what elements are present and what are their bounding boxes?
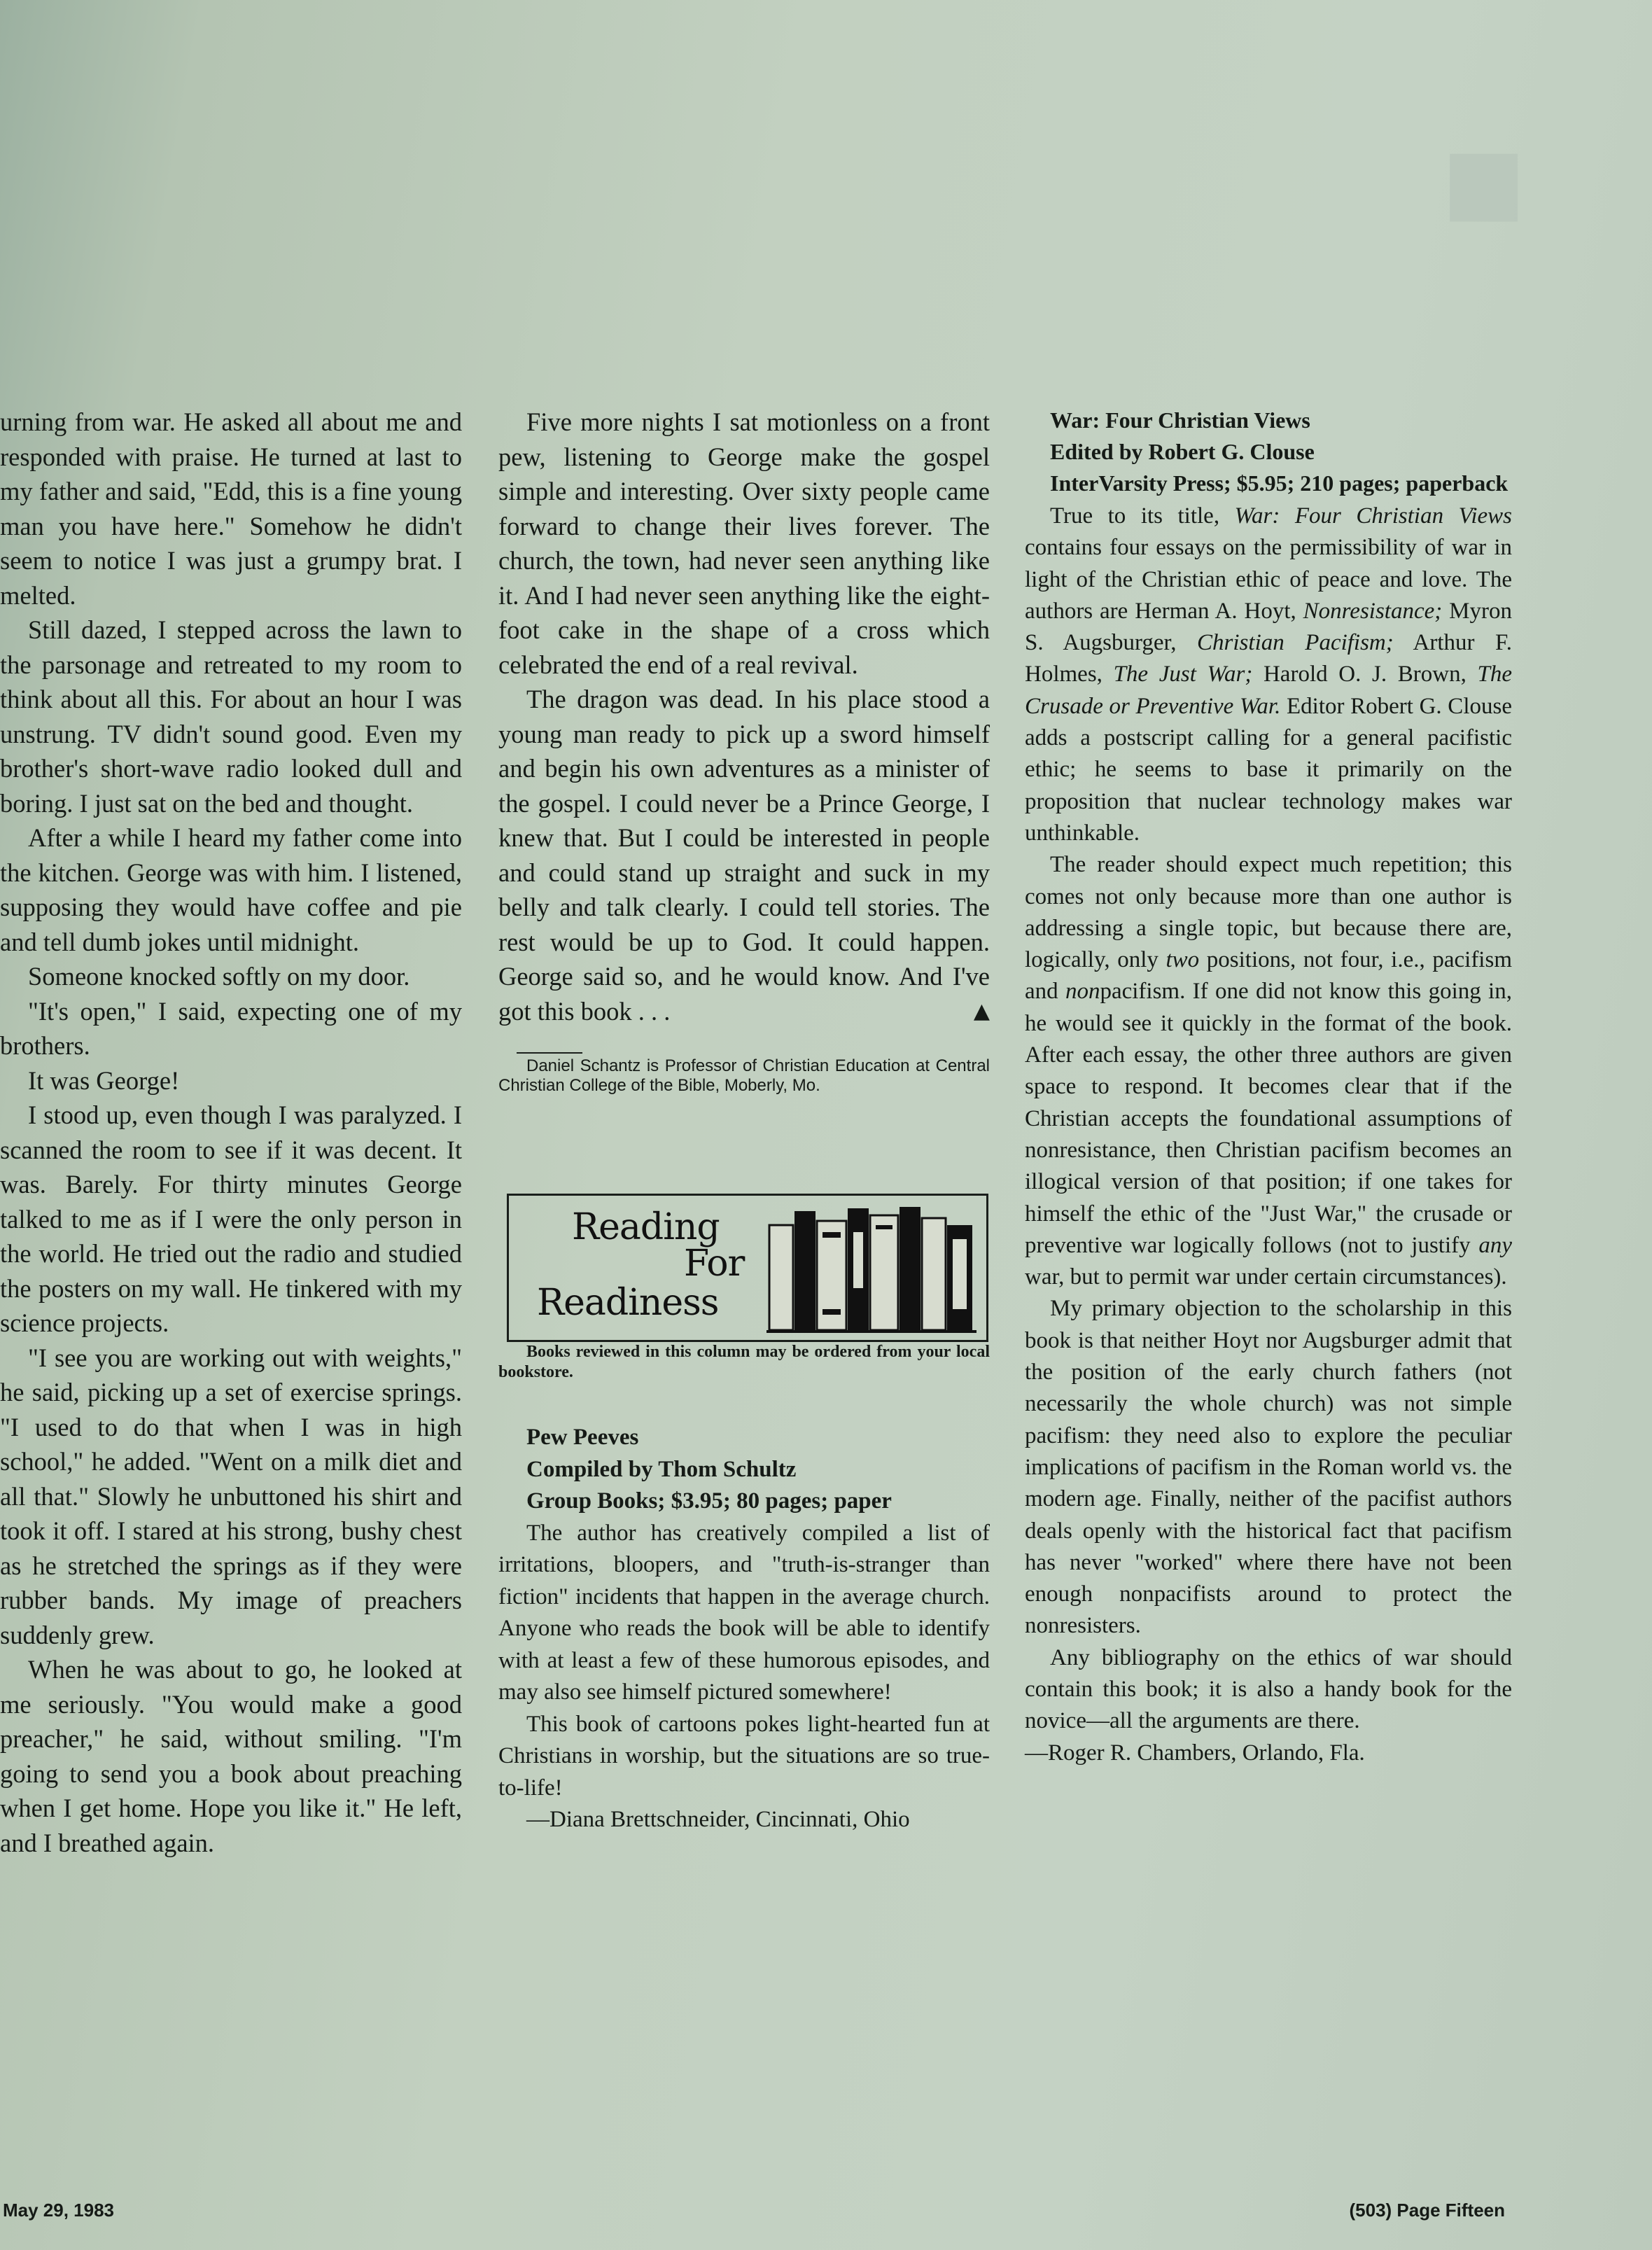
essay-title: The Just War; <box>1113 662 1253 687</box>
review-paragraph: This book of cartoons pokes light-hearted fun at Christians in worship, but the situations are so true-to-life! <box>498 1711 990 1801</box>
review-header <box>1025 405 1512 499</box>
essay-title: The Crusade or Preventive War. <box>1025 662 1512 719</box>
issue-date: May 29, 1983 <box>3 2200 115 2221</box>
article-column-3 <box>1025 405 1512 1769</box>
author-bio: Daniel Schantz is Professor of Christian Education at Central Christian College of the Bible, Moberly, Mo. <box>498 1056 990 1095</box>
books-icon <box>766 1204 976 1336</box>
text: Harold O. J. Brown, <box>1252 662 1478 687</box>
review-signature: —Roger R. Chambers, Orlando, Fla. <box>1025 1740 1365 1766</box>
text: Myron S. Augsburger, <box>1025 598 1512 656</box>
paragraph: Still dazed, I stepped across the lawn to the parsonage and retreated to my room to think about all this. For about an hour I was unstrung. TV didn't sound good. Even my brother's short-wave radio looked dull and boring. I just sat on the bed and thought. <box>0 615 462 818</box>
article-column-2 <box>498 405 990 1836</box>
essay-title: Christian Pacifism; <box>1197 630 1394 656</box>
paragraph-text: The dragon was dead. In his place stood a young man ready to pick up a sword himself and begin his own adventures as a minister of the gospel. I could never be a Prince George, I knew that. But I could be interested in people and could stand up straight and suck in my belly and talk clearly. I could tell stories. The rest would be up to God. It could happen. George said so, and he would know. And I've got this book . . . <box>498 685 990 1026</box>
review-paragraph: My primary objection to the scholarship in this book is that neither Hoyt nor Augsburger admit that the position of the early church fathers (not necessarily the whole church) was not simple pacifism: they need also to explore the peculiar implications of pacifism in the Roman world vs. the modern age. Finally, neither of the pacifist authors deals openly with the historical fact that pacifism has never "worked" where there have not been enough nonpacifists around to protect the nonresisters. <box>1025 1296 1512 1639</box>
essay-title: Nonresistance; <box>1303 598 1443 624</box>
review-title: Pew Peeves <box>526 1425 639 1450</box>
paragraph: When he was about to go, he looked at me seriously. "You would make a good preacher," he said, without smiling. "I'm going to send you a book about preaching when I get home. Hope you like it." He left, and I breathed again. <box>0 1655 462 1857</box>
emphasis: two <box>1166 947 1200 973</box>
review-pew-peeves <box>498 1422 990 1836</box>
review-paragraph <box>1025 501 1512 849</box>
paragraph: "It's open," I said, expecting one of my brothers. <box>0 996 462 1060</box>
end-of-article-mark-icon: ▲ <box>973 998 990 1023</box>
text: pacifism. If one did not know this going in, he would see it quickly in the format of the book. After each essay, the other three authors are given space to respond. It becomes clear that if the Christian accepts the foundational assumptions of nonresistance, then Christian pacifism becomes an illogical version of that position; if one takes for himself the ethic of the "Just War," the crusade or preventive war logically follows (not to justify <box>1025 979 1512 1258</box>
text: The reader should expect much repetition; this comes not only because more than one author is addressing a single topic, but because there are, logically, only <box>1025 852 1512 973</box>
review-title: War: Four Christian Views <box>1050 407 1310 433</box>
paragraph: It was George! <box>28 1065 180 1095</box>
text: True to its title, <box>1050 503 1235 529</box>
review-editor: Edited by Robert G. Clouse <box>1050 439 1315 464</box>
paragraph: "I see you are working out with weights," he said, picking up a set of exercise springs. "I used to do that when I was in high school," he added. "Went on a milk diet and all that." Slowly he unbuttoned his shirt and took it off. I stared at his strong, bushy chest as he stretched the springs as if they were rubber bands. My image of preachers suddenly grew. <box>0 1343 462 1649</box>
review-editor: Compiled by Thom Schultz <box>526 1456 797 1482</box>
article-column-1 <box>0 405 462 1860</box>
bleed-through-shadow: ■ <box>1441 104 1526 260</box>
emphasis: any <box>1478 1232 1512 1258</box>
text: positions, not four, i.e., pacifism and <box>1025 947 1512 1005</box>
box-title-line1: Reading <box>572 1206 720 1248</box>
review-paragraph: The author has creatively compiled a list of irritations, bloopers, and "truth-is-stranger than fiction" incidents that happen in the average church. Anyone who reads the book will be able to identify with at least a few of these humorous episodes, and may also see himself pictured somewhere! <box>498 1520 990 1705</box>
review-paragraph: Any bibliography on the ethics of war should contain this book; it is also a handy book for the novice—all the arguments are there. <box>1025 1644 1512 1734</box>
review-publisher: Group Books; $3.95; 80 pages; paper <box>526 1488 892 1514</box>
bookstore-note: Books reviewed in this column may be ordered from your local bookstore. <box>498 1343 990 1381</box>
text: contains four essays on the permissibility of war in light of the Christian ethic of peace and love. The authors are Herman A. Hoyt, <box>1025 535 1512 624</box>
review-signature: —Diana Brettschneider, Cincinnati, Ohio <box>526 1807 910 1832</box>
paragraph: urning from war. He asked all about me and responded with praise. He turned at last to my father and said, "Edd, this is a fine young man you have here." Somehow he didn't seem to notice I was just a grumpy brat. I melted. <box>0 407 462 610</box>
box-title-line2: For <box>684 1243 745 1285</box>
box-title-line3: Readiness <box>537 1282 719 1324</box>
review-paragraph <box>1025 849 1512 1293</box>
book-title: War: Four Christian Views <box>1234 503 1512 529</box>
paragraph: After a while I heard my father come into the kitchen. George was with him. I listened, supposing they would have coffee and pie and tell dumb jokes until midnight. <box>0 823 462 956</box>
emphasis: non <box>1065 979 1100 1005</box>
paragraph: Five more nights I sat motionless on a front pew, listening to George make the gospel simple and interesting. Over sixty people came forward to change their lives forever. The church, the town, had never seen anything like it. And I had never seen anything like the eight-foot cake in the shape of a cross which celebrated the end of a real revival. <box>498 407 990 679</box>
review-publisher: InterVarsity Press; $5.95; 210 pages; paperback <box>1050 470 1508 496</box>
page-number: (503) Page Fifteen <box>1349 2200 1505 2221</box>
reading-for-readiness-box <box>507 1194 988 1342</box>
paragraph: I stood up, even though I was paralyzed. I scanned the room to see if it was decent. It was. Barely. For thirty minutes George talked to me as if I were the only person in the world. He tried out the radio and studied the posters on my wall. He tinkered with my science projects. <box>0 1100 462 1337</box>
text: Editor Robert G. Clouse adds a postscript calling for a general pacifistic ethic; he seems to base it primarily on the proposition that nuclear technology makes war unthinkable. <box>1025 693 1512 846</box>
text: war, but to permit war under certain circumstances). <box>1025 1264 1507 1290</box>
paragraph: Someone knocked softly on my door. <box>28 962 410 991</box>
text: Arthur F. Holmes, <box>1025 630 1512 687</box>
bio-rule <box>517 1052 582 1054</box>
paragraph <box>498 682 990 1028</box>
